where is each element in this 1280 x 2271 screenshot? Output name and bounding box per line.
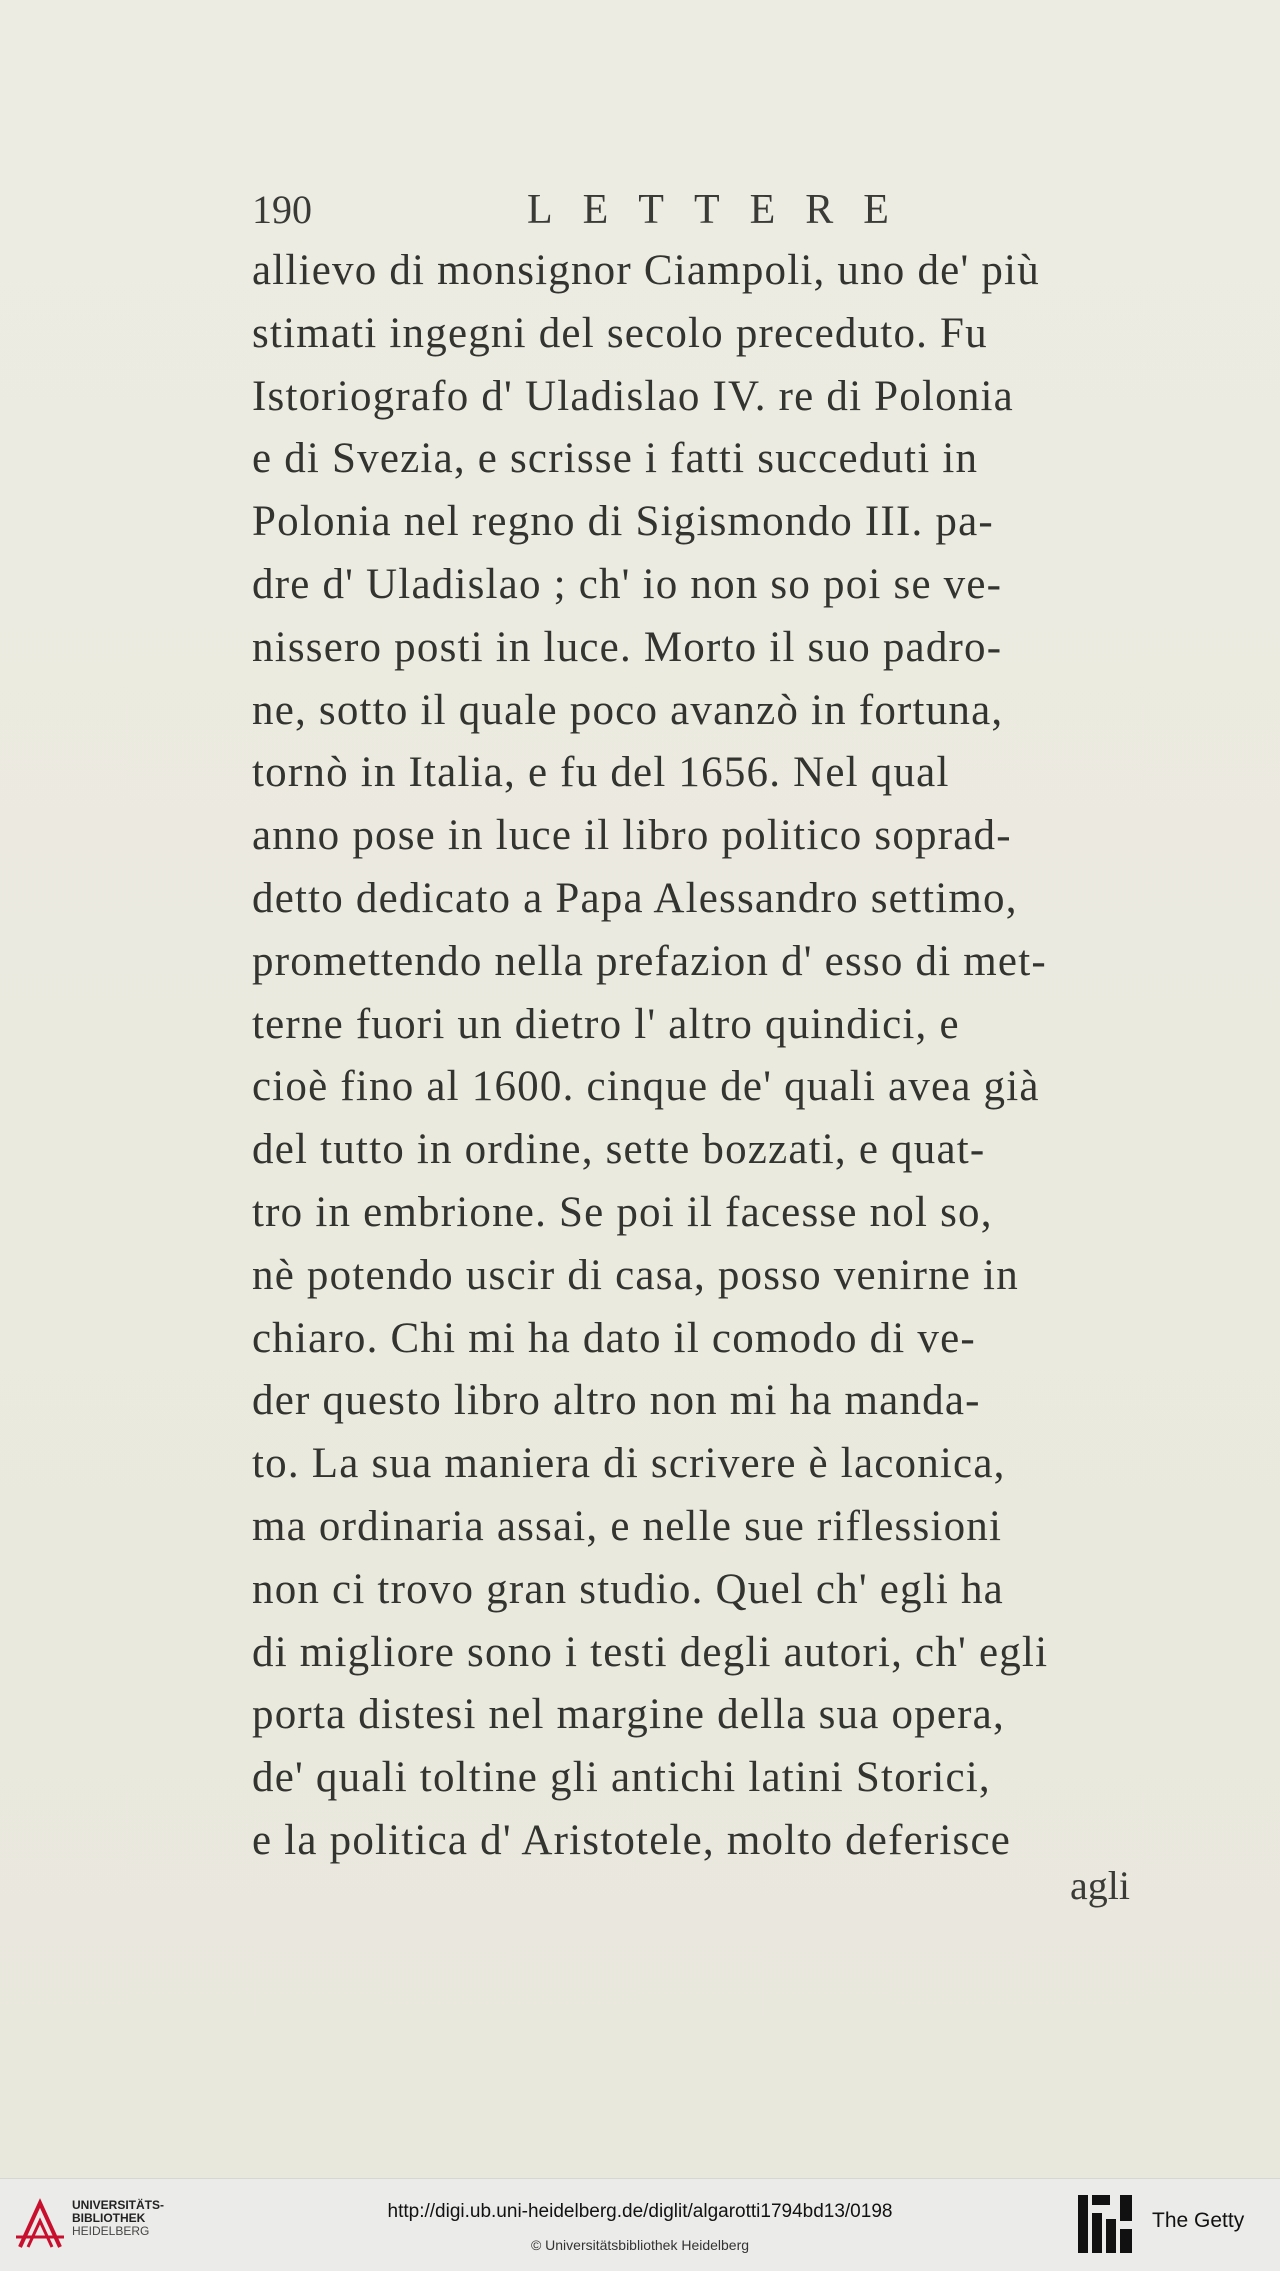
text-line: porta distesi nel margine della sua opera, xyxy=(252,1691,1005,1739)
text-line: terne fuori un dietro l' altro quindici, e xyxy=(252,1000,960,1048)
catchword: agli xyxy=(1070,1863,1130,1908)
text-line: del tutto in ordine, sette bozzati, e quat- xyxy=(252,1126,986,1174)
text-line: to. La sua maniera di scrivere è laconica, xyxy=(252,1440,1006,1488)
university-name-line: BIBLIOTHEK xyxy=(72,2211,146,2225)
running-title: LETTERE xyxy=(527,187,919,233)
text-line: e la politica d' Aristotele, molto deferisce xyxy=(252,1816,1012,1864)
getty-name: The Getty xyxy=(1152,2209,1245,2232)
text-line: ma ordinaria assai, e nelle sue riflessioni xyxy=(252,1502,1003,1550)
text-line: der questo libro altro non mi ha manda- xyxy=(252,1377,981,1425)
university-name-line: HEIDELBERG xyxy=(72,2224,150,2238)
text-line: Istoriografo d' Uladislao IV. re di Polonia xyxy=(252,372,1014,420)
text-line: stimati ingegni del secolo preceduto. Fu xyxy=(252,309,988,357)
text-line: e di Svezia, e scrisse i fatti succeduti in xyxy=(252,435,979,483)
text-line: chiaro. Chi mi ha dato il comodo di ve- xyxy=(252,1314,976,1362)
text-line: ne, sotto il quale poco avanzò in fortuna, xyxy=(252,686,1004,734)
permalink-url[interactable]: http://digi.ub.uni-heidelberg.de/diglit/algarotti1794bd13/0198 xyxy=(387,2201,893,2222)
text-line: nè potendo uscir di casa, posso venirne in xyxy=(252,1251,1019,1299)
text-line: dre d' Uladislao ; ch' io non so poi se ve- xyxy=(252,560,1003,608)
text-line: non ci trovo gran studio. Quel ch' egli ha xyxy=(252,1565,1004,1613)
copyright-notice: © Universitätsbibliothek Heidelberg xyxy=(530,2237,750,2253)
page-number: 190 xyxy=(252,187,312,232)
footer-bar xyxy=(0,2178,1280,2271)
getty-logo-icon xyxy=(1076,2193,1134,2255)
text-line: detto dedicato a Papa Alessandro settimo, xyxy=(252,874,1018,922)
text-line: promettendo nella prefazion d' esso di met- xyxy=(252,937,1047,985)
body-text xyxy=(252,240,1202,1873)
text-line: cioè fino al 1600. cinque de' quali avea già xyxy=(252,1063,1040,1111)
university-name-line: UNIVERSITÄTS- xyxy=(72,2198,165,2212)
text-line: di migliore sono i testi degli autori, ch' egli xyxy=(252,1628,1049,1676)
page-header xyxy=(252,180,992,240)
text-line: Polonia nel regno di Sigismondo III. pa- xyxy=(252,498,994,546)
text-line: allievo di monsignor Ciampoli, uno de' più xyxy=(252,247,1040,294)
text-line: de' quali toltine gli antichi latini Storici, xyxy=(252,1754,991,1802)
text-line: nissero posti in luce. Morto il suo padro- xyxy=(252,623,1003,671)
text-line: tornò in Italia, e fu del 1656. Nel qual xyxy=(252,749,950,797)
text-line: tro in embrione. Se poi il facesse nol so, xyxy=(252,1188,993,1236)
text-line: anno pose in luce il libro politico soprad- xyxy=(252,812,1012,860)
